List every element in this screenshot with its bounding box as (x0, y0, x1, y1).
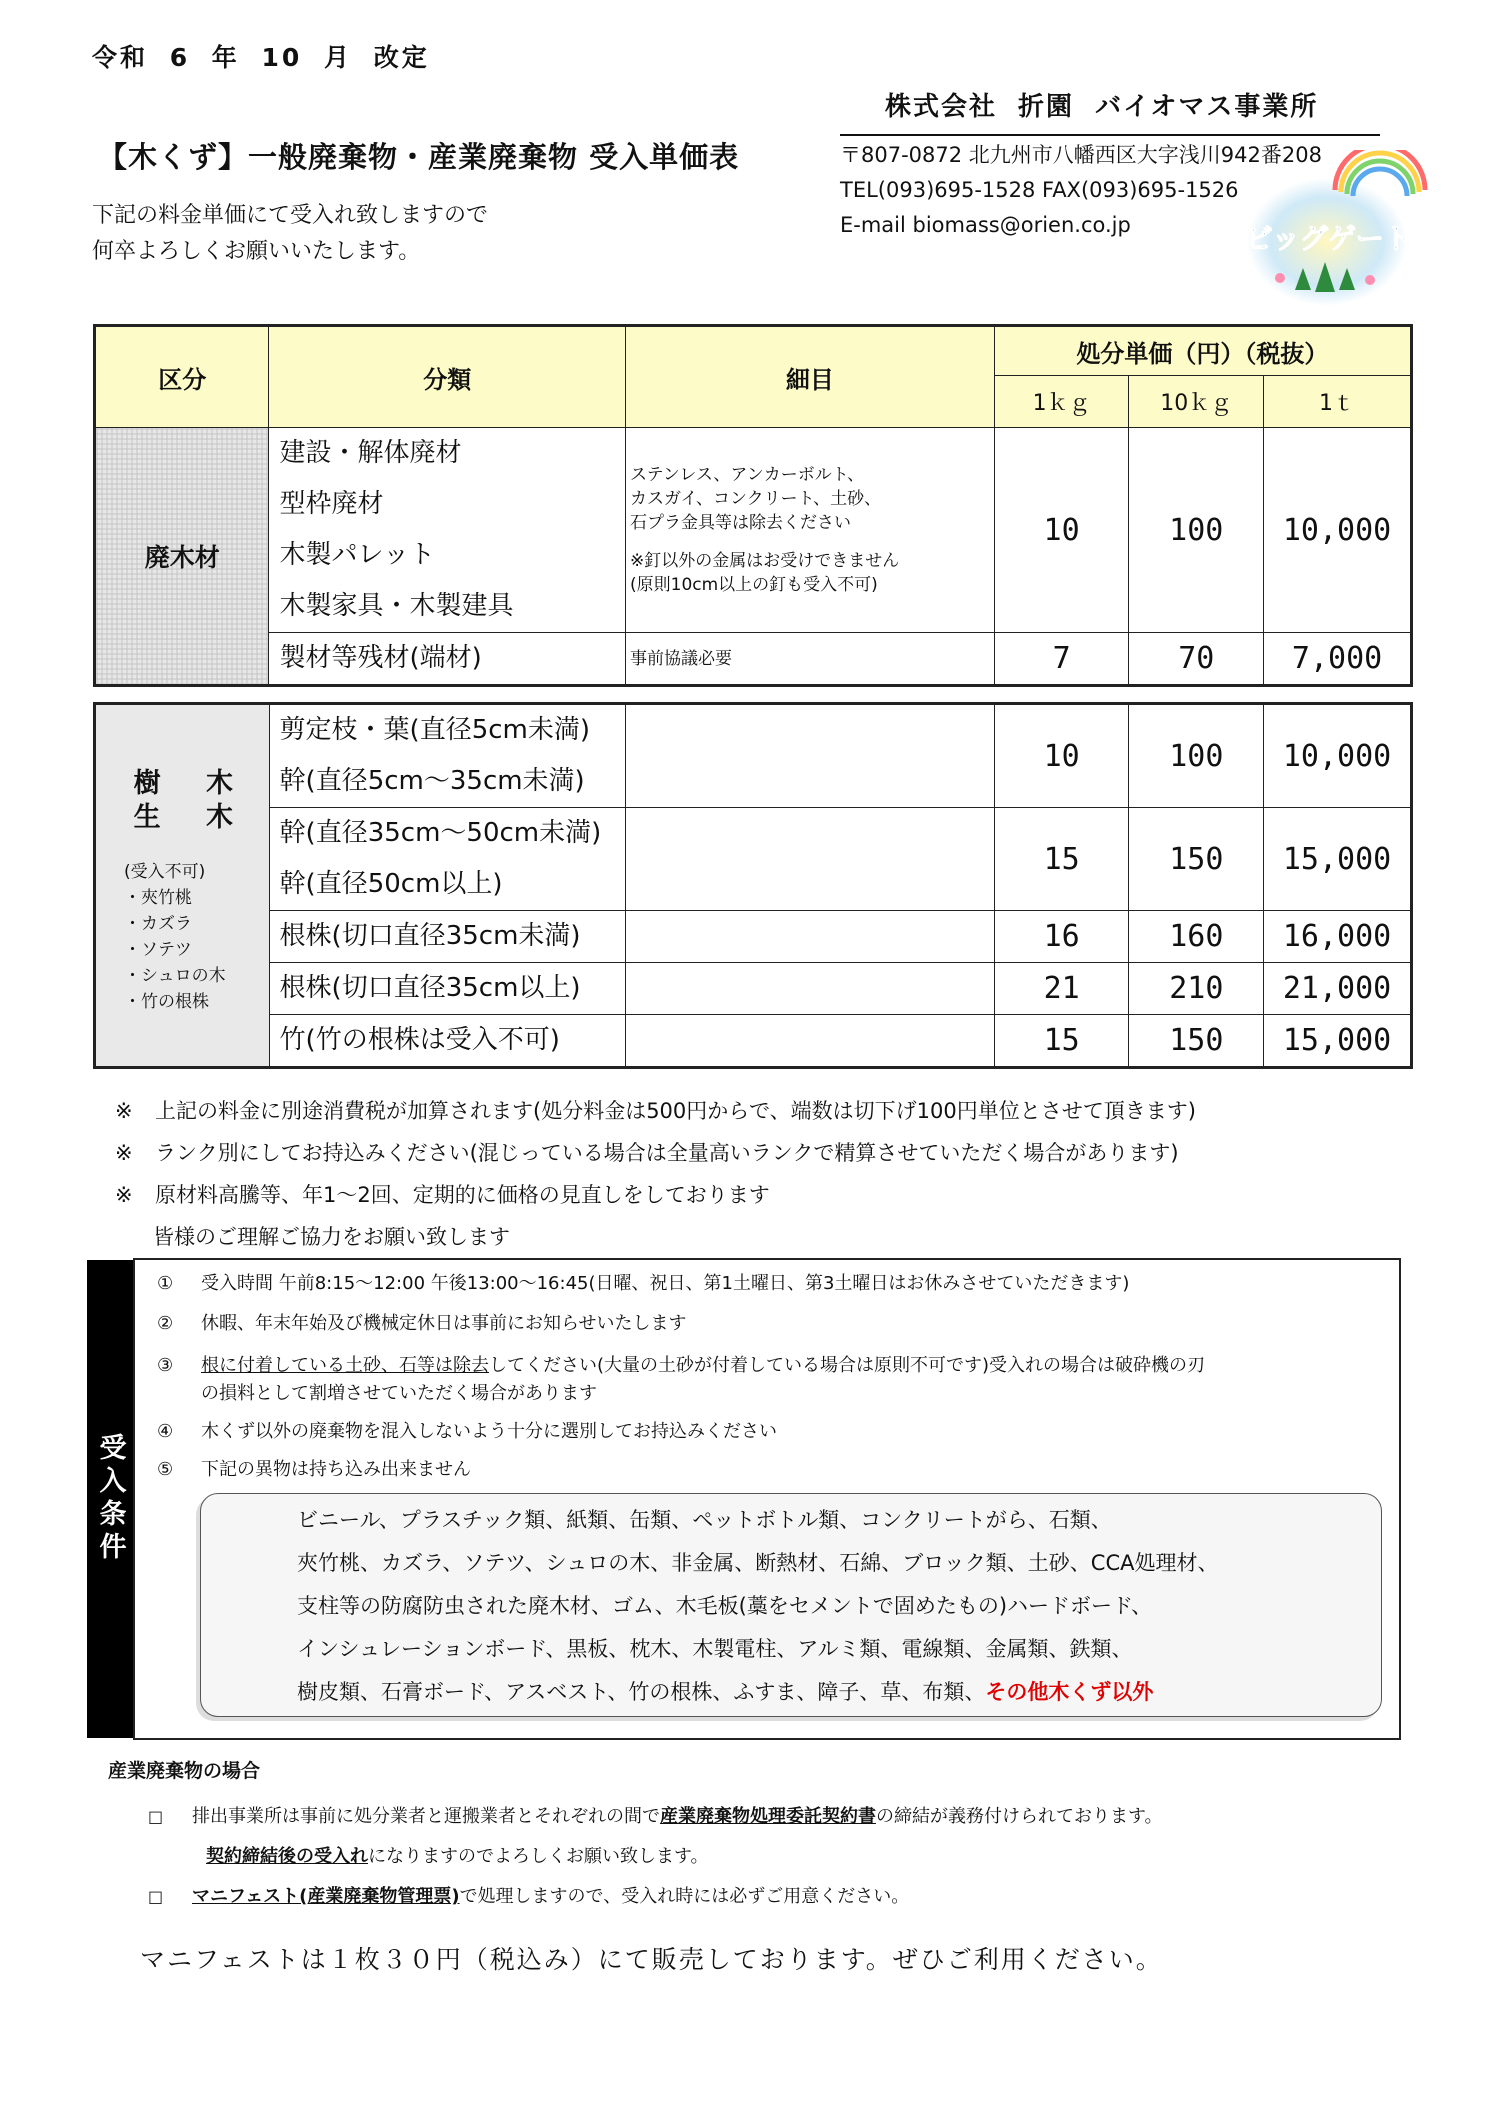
category-waste-wood: 廃木材 (95, 428, 269, 686)
industrial-line1: □ 排出事業所は事前に処分業者と運搬業者とそれぞれの間で産業廃棄物処理委託契約書の締結が義務付けられております。 (148, 1806, 1163, 1827)
detail-waste-wood-group1: ステンレス、アンカーボルト、 カスガイ、コンクリート、土砂、 石プラ金具等は除去ください ※釘以外の金属はお受けできません (原則10cm以上の釘も受入不可) (626, 428, 995, 633)
header-unit-10kg: 10ｋｇ (1129, 376, 1264, 428)
revision-date: 令和 6 年 10 月 改定 (92, 43, 430, 72)
header-class: 分類 (269, 326, 626, 428)
price-10kg: 150 (1129, 1015, 1264, 1068)
manifest-sale-note: マニフェストは１枚３０円（税込み）にて販売しております。ぜひご利用ください。 (140, 1945, 1163, 1974)
price-10kg: 160 (1129, 911, 1264, 963)
conditions-box (133, 1258, 1401, 1740)
intro-text: 下記の料金単価にて受入れ致しますので 何卒よろしくお願いいたします。 (92, 203, 489, 264)
price-1kg: 21 (994, 963, 1129, 1015)
industrial-title: 産業廃棄物の場合 (108, 1760, 261, 1782)
big-gate-logo (1235, 150, 1430, 310)
not-accepted-list: (受入不可) ・夾竹桃 ・カズラ ・ソテツ ・シュロの木 ・竹の根株 (124, 862, 226, 1012)
class-tree-row1: 剪定枝・葉(直径5cm未満) 幹(直径5cm～35cm未満) (269, 704, 626, 808)
note-price-review: 原材料高騰等、年1～2回、定期的に価格の見直しをしております (155, 1183, 770, 1207)
class-tree-row3: 根株(切口直径35cm未満) (269, 911, 626, 963)
note-tax: 上記の料金に別途消費税が加算されます(処分料金は500円からで、端数は切下げ100円単位とさせて頂きます) (155, 1099, 1196, 1123)
price-1kg: 10 (994, 704, 1129, 808)
price-1kg: 10 (994, 428, 1129, 633)
header-detail: 細目 (626, 326, 995, 428)
note-thanks: 皆様のご理解ご協力をお願い致します (153, 1225, 510, 1249)
industrial-line2: 契約締結後の受入れになりますのでよろしくお願い致します。 (206, 1846, 709, 1867)
industrial-line3: □ マニフェスト(産業廃棄物管理票)で処理しますので、受入れ時には必ずご用意ください。 (148, 1886, 910, 1907)
price-1t: 21,000 (1264, 963, 1412, 1015)
price-10kg: 210 (1129, 963, 1264, 1015)
notes: ※ 上記の料金に別途消費税が加算されます(処分料金は500円からで、端数は切下げ100円単位とさせて頂きます) ※ ランク別にしてお持込みください(混じっている場合は全量高いランクで精算させていただく場合があります) ※ 原材料高騰等、年1～2回、定期的に価格の見直しをしております 皆様のご理解ご協力をお願い致します (115, 1090, 1196, 1258)
price-1kg: 16 (994, 911, 1129, 963)
header-unit-1t: 1ｔ (1264, 376, 1412, 428)
page-title: 【木くず】一般廃棄物・産業廃棄物 受入単価表 (98, 140, 740, 174)
price-1t: 10,000 (1264, 704, 1412, 808)
logo-text: ビッグゲート (1245, 222, 1412, 255)
price-1t: 10,000 (1264, 428, 1412, 633)
condition-sorting: ④ 木くず以外の廃棄物を混入しないよう十分に選別してお持込みください (157, 1421, 777, 1442)
price-1kg: 7 (994, 633, 1129, 686)
price-table-trees (93, 702, 1413, 1069)
price-10kg: 70 (1129, 633, 1264, 686)
condition-soil: ③ 根に付着している土砂、石等は除去してください(大量の土砂が付着している場合は原則不可です)受入れの場合は破砕機の刃 の損料として割増させていただく場合があります (157, 1355, 1206, 1404)
price-1t: 15,000 (1264, 808, 1412, 911)
email-address[interactable]: E-mail biomass@orien.co.jp (840, 213, 1131, 237)
class-tree-row5: 竹(竹の根株は受入不可) (269, 1015, 626, 1068)
note-rank: ランク別にしてお持込みください(混じっている場合は全量高いランクで精算させていただく場合があります) (155, 1141, 1179, 1165)
condition-holidays: ② 休暇、年末年始及び機械定休日は事前にお知らせいたします (157, 1313, 687, 1334)
class-waste-wood-group1: 建設・解体廃材 型枠廃材 木製パレット 木製家具・木製建具 (269, 428, 626, 633)
postal-address: 〒807-0872 北九州市八幡西区大字浅川942番208 (840, 143, 1322, 167)
condition-hours: ① 受入時間 午前8:15～12:00 午後13:00～16:45(日曜、祝日、第1土曜日、第3土曜日はお休みさせていただきます) (157, 1273, 1130, 1294)
phone-fax: TEL(093)695-1528 FAX(093)695-1526 (840, 178, 1239, 202)
header-price: 処分単価（円）（税抜） (994, 326, 1411, 376)
price-table-waste-wood (93, 324, 1413, 687)
header-category: 区分 (95, 326, 269, 428)
price-1kg: 15 (994, 808, 1129, 911)
price-10kg: 100 (1129, 704, 1264, 808)
condition-prohibited: ⑤ 下記の異物は持ち込み出来ません (157, 1459, 471, 1480)
header-unit-1kg: 1ｋｇ (994, 376, 1129, 428)
class-tree-row2: 幹(直径35cm～50cm未満) 幹(直径50cm以上) (269, 808, 626, 911)
prohibited-other: その他木くず以外 (985, 1680, 1154, 1704)
price-1kg: 15 (994, 1015, 1129, 1068)
category-trees: 樹 木 生 木 (受入不可) ・夾竹桃 ・カズラ ・ソテツ ・シュロの木 ・竹の根株 (95, 704, 270, 1068)
class-tree-row4: 根株(切口直径35cm以上) (269, 963, 626, 1015)
prohibited-items-box: ビニール、プラスチック類、紙類、缶類、ペットボトル類、コンクリートがら、石類、 夾竹桃、カズラ、ソテツ、シュロの木、非金属、断熱材、石綿、ブロック類、土砂、CCA処理材、 支柱等の防腐防虫された廃木材、ゴム、木毛板(藁をセメントで固めたもの)ハードボード、 インシュレーションボード、黒板、枕木、木製電柱、アルミ類、電線類、金属類、鉄類、 樹皮類、石膏ボード、アスベスト、竹の根株、ふすま、障子、草、布類、その他木くず以外 (200, 1493, 1382, 1717)
price-1t: 16,000 (1264, 911, 1412, 963)
company-name: 株式会社 折園 バイオマス事業所 (885, 92, 1319, 122)
price-1t: 15,000 (1264, 1015, 1412, 1068)
class-waste-wood-group2: 製材等残材(端材) (269, 633, 626, 686)
price-10kg: 100 (1129, 428, 1264, 633)
price-10kg: 150 (1129, 808, 1264, 911)
detail-waste-wood-group2: 事前協議必要 (626, 633, 995, 686)
conditions-label: 受入条件 (87, 1260, 133, 1738)
price-1t: 7,000 (1264, 633, 1412, 686)
